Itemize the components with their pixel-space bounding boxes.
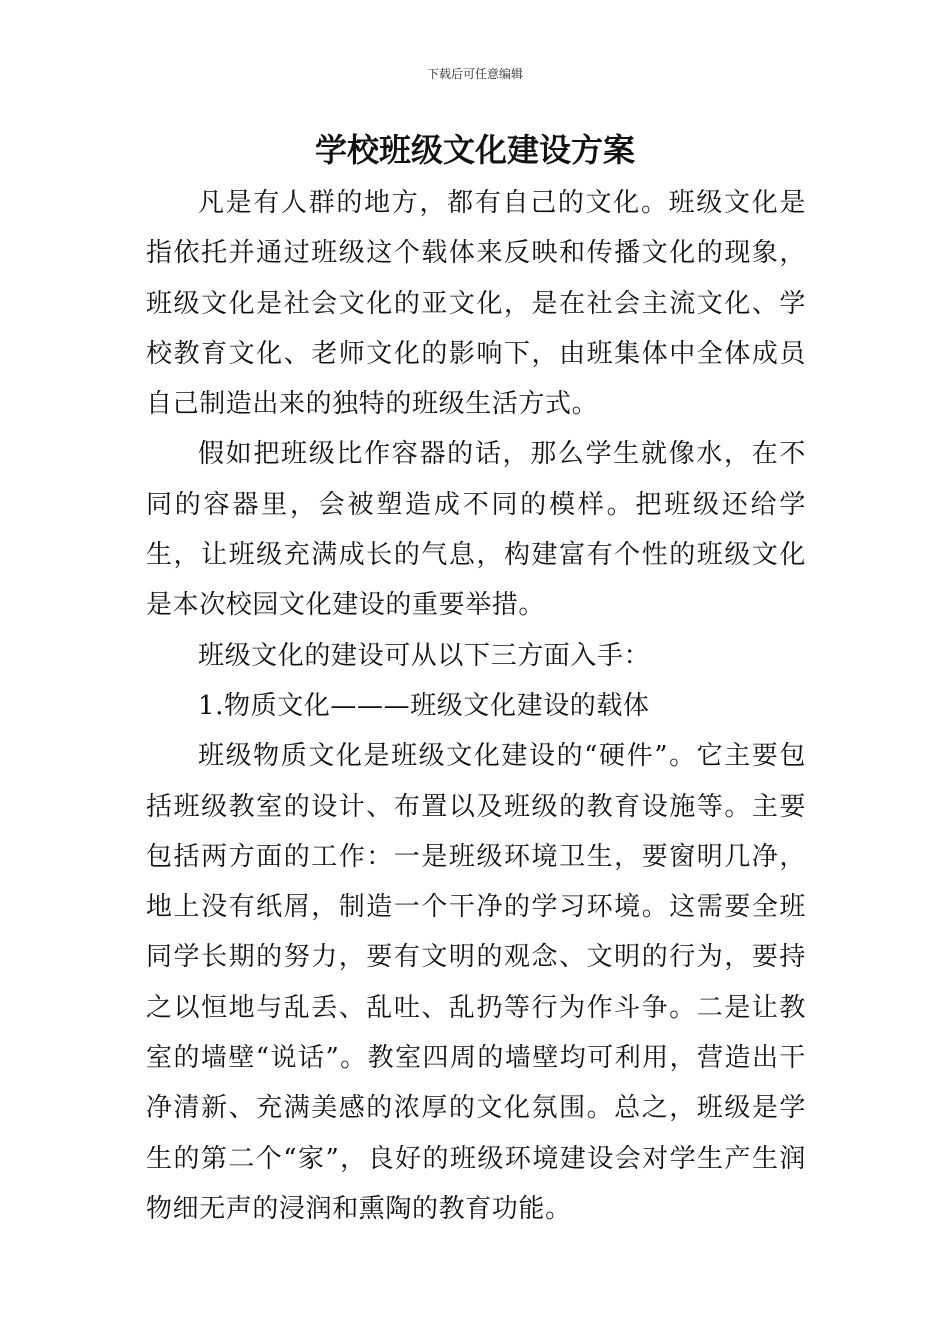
paragraph-three-aspects: 班级文化的建设可从以下三方面入手：: [198, 640, 651, 671]
header-note: 下载后可任意编辑: [426, 67, 523, 81]
paragraph-intro: 凡是有人群的地方，都有自己的文化。班级文化是指依托并通过班级这个载体来反映和传播文化的现象，班级文化是社会文化的亚文化，是在社会主流文化、学校教育文化、老师文化的影响下，由班集体中全体成员自己制造出来的独特的班级生活方式。: [146, 188, 806, 420]
section-heading-material-culture: 1.物质文化———班级文化建设的载体: [198, 690, 650, 721]
document-title: 学校班级文化建设方案: [314, 131, 635, 169]
document-body: [146, 178, 806, 1234]
paragraph-material-culture: 班级物质文化是班级文化建设的“硬件”。它主要包括班级教室的设计、布置以及班级的教育设施等。主要包括两方面的工作：一是班级环境卫生，要窗明几净，地上没有纸屑，制造一个干净的学习环境。这需要全班同学长期的努力，要有文明的观念、文明的行为，要持之以恒地与乱丢、乱吐、乱扔等行为作斗争。二是让教室的墙壁“说话”。教室四周的墙壁均可利用，营造出干净清新、充满美感的浓厚的文化氛围。总之，班级是学生的第二个“家”，良好的班级环境建设会对学生产生润物细无声的浸润和熏陶的教育功能。: [146, 741, 806, 1224]
paragraph-container-metaphor: 假如把班级比作容器的话，那么学生就像水，在不同的容器里，会被塑造成不同的模样。把班级还给学生，让班级充满成长的气息，构建富有个性的班级文化是本次校园文化建设的重要举措。: [146, 439, 806, 621]
